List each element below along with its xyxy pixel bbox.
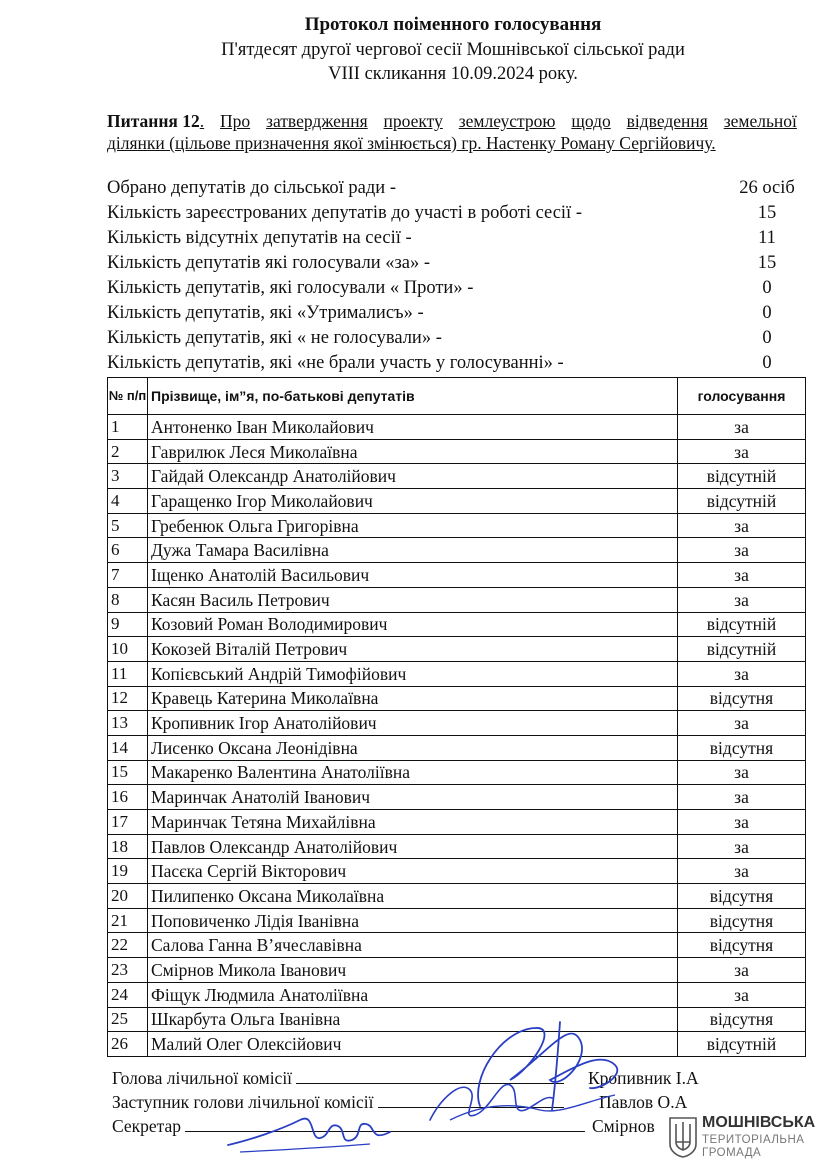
row-number: 14: [108, 735, 148, 760]
stat-value: 11: [758, 228, 776, 248]
header-full-name: Прізвище, ім”я, по-батькові депутатів: [148, 378, 678, 415]
question-label: Питання 12: [107, 111, 200, 131]
table-row: [108, 908, 806, 933]
vote-result: за: [678, 513, 806, 538]
vote-result: відсутня: [678, 884, 806, 909]
row-number: 3: [108, 464, 148, 489]
table-row: [108, 464, 806, 489]
row-number: 18: [108, 834, 148, 859]
row-number: 17: [108, 810, 148, 835]
stat-label: Кількість депутатів, які «Утрималисъ» -: [107, 303, 424, 323]
deputy-name: Антоненко Іван Миколайович: [148, 415, 678, 440]
vote-result: відсутній: [678, 1032, 806, 1057]
row-number: 4: [108, 489, 148, 514]
signature-row-deputy-chair: [112, 1090, 688, 1114]
agenda-question: [107, 110, 797, 154]
row-number: 7: [108, 563, 148, 588]
community-logo: [668, 1114, 818, 1164]
table-row: [108, 563, 806, 588]
signature-line: [378, 1091, 564, 1108]
row-number: 24: [108, 982, 148, 1007]
table-body: [108, 415, 806, 1057]
row-number: 11: [108, 661, 148, 686]
deputy-name: Кравець Катерина Миколаївна: [148, 686, 678, 711]
stat-label: Кількість зареєстрованих депутатів до участі в роботі сесії -: [107, 203, 582, 223]
table-row: [108, 933, 806, 958]
vote-statistics: [107, 176, 807, 376]
signature-row-secretary: [112, 1114, 672, 1138]
vote-result: за: [678, 958, 806, 983]
stat-value: 0: [762, 328, 772, 348]
question-line-2: ділянки (цільове призначення якої змінюється) гр. Настенку Роману Сергійовичу.: [107, 133, 716, 153]
stat-label: Кількість депутатів, які голосували « Проти» -: [107, 278, 474, 298]
table-row: [108, 859, 806, 884]
vote-result: відсутній: [678, 637, 806, 662]
vote-result: за: [678, 810, 806, 835]
stat-row: [107, 251, 807, 276]
deputy-name: Смірнов Микола Іванович: [148, 958, 678, 983]
deputy-name: Козовий Роман Володимирович: [148, 612, 678, 637]
roll-call-table: [107, 377, 806, 1057]
deputy-name: Маринчак Тетяна Михайлівна: [148, 810, 678, 835]
row-number: 22: [108, 933, 148, 958]
vote-result: за: [678, 760, 806, 785]
table-row: [108, 439, 806, 464]
stat-label: Кількість депутатів, які «не брали участь у голосуванні» -: [107, 353, 564, 373]
question-label-dot: .: [199, 111, 205, 131]
question-word: земельної: [723, 111, 797, 131]
signature-line: [296, 1067, 564, 1084]
vote-result: відсутня: [678, 686, 806, 711]
vote-result: за: [678, 415, 806, 440]
row-number: 13: [108, 711, 148, 736]
vote-result: відсутній: [678, 464, 806, 489]
vote-result: за: [678, 587, 806, 612]
vote-result: відсутній: [678, 489, 806, 514]
vote-result: відсутня: [678, 908, 806, 933]
signature-name: Павлов О.А: [599, 1092, 688, 1112]
table-header-row: [108, 378, 806, 415]
stat-value: 26 осіб: [739, 178, 795, 198]
stat-row: [107, 176, 807, 201]
header-number: № п/п: [108, 378, 148, 415]
deputy-name: Поповиченко Лідія Іванівна: [148, 908, 678, 933]
table-row: [108, 489, 806, 514]
table-row: [108, 637, 806, 662]
vote-result: відсутня: [678, 933, 806, 958]
deputy-name: Кокозей Віталій Петрович: [148, 637, 678, 662]
stat-row: [107, 301, 807, 326]
deputy-name: Пилипенко Оксана Миколаївна: [148, 884, 678, 909]
vote-result: відсутня: [678, 1007, 806, 1032]
deputy-name: Маринчак Анатолій Іванович: [148, 785, 678, 810]
vote-result: за: [678, 538, 806, 563]
stat-value: 0: [762, 303, 772, 323]
deputy-name: Малий Олег Олексійович: [148, 1032, 678, 1057]
row-number: 20: [108, 884, 148, 909]
signature-name: Смірнов: [592, 1116, 655, 1136]
table-row: [108, 760, 806, 785]
table-row: [108, 884, 806, 909]
question-word: Про: [220, 111, 251, 131]
vote-result: за: [678, 982, 806, 1007]
row-number: 5: [108, 513, 148, 538]
stat-label: Кількість депутатів які голосували «за» -: [107, 253, 431, 273]
deputy-name: Гайдай Олександр Анатолійович: [148, 464, 678, 489]
signature-block: [112, 1066, 699, 1138]
stat-value: 0: [762, 278, 772, 298]
row-number: 23: [108, 958, 148, 983]
stat-label: Кількість депутатів, які « не голосували» -: [107, 328, 442, 348]
stat-value: 0: [762, 353, 772, 373]
deputy-name: Гаращенко Ігор Миколайович: [148, 489, 678, 514]
row-number: 10: [108, 637, 148, 662]
vote-result: за: [678, 834, 806, 859]
table-row: [108, 834, 806, 859]
question-word: затвердження: [266, 111, 368, 131]
table-row: [108, 415, 806, 440]
table-row: [108, 686, 806, 711]
row-number: 9: [108, 612, 148, 637]
deputy-name: Копієвський Андрій Тимофійович: [148, 661, 678, 686]
session-line: П'ятдесят другої чергової сесії Мошнівської сільської ради: [221, 40, 685, 60]
question-word: відведення: [626, 111, 708, 131]
row-number: 15: [108, 760, 148, 785]
vote-result: за: [678, 785, 806, 810]
row-number: 8: [108, 587, 148, 612]
table-row: [108, 513, 806, 538]
signature-role: Голова лічильної комісії: [112, 1068, 293, 1088]
question-word: землеустрою: [458, 111, 556, 131]
stat-row: [107, 276, 807, 301]
row-number: 26: [108, 1032, 148, 1057]
deputy-name: Шкарбута Ольга Іванівна: [148, 1007, 678, 1032]
row-number: 2: [108, 439, 148, 464]
deputy-name: Фіщук Людмила Анатоліївна: [148, 982, 678, 1007]
row-number: 19: [108, 859, 148, 884]
deputy-name: Гаврилюк Леся Миколаївна: [148, 439, 678, 464]
logo-line-2: ТЕРИТОРІАЛЬНА: [702, 1134, 805, 1146]
convocation-date-line: VIII скликання 10.09.2024 року.: [328, 64, 578, 84]
table-row: [108, 1032, 806, 1057]
vote-result: за: [678, 439, 806, 464]
stat-row: [107, 326, 807, 351]
vote-result: відсутній: [678, 612, 806, 637]
table-row: [108, 711, 806, 736]
vote-result: за: [678, 711, 806, 736]
stat-row: [107, 226, 807, 251]
table-row: [108, 661, 806, 686]
table-row: [108, 958, 806, 983]
stat-label: Обрано депутатів до сільської ради -: [107, 178, 396, 198]
stat-row: [107, 351, 807, 376]
logo-line-3: ГРОМАДА: [702, 1147, 762, 1159]
row-number: 12: [108, 686, 148, 711]
row-number: 21: [108, 908, 148, 933]
logo-line-1: МОШНІВСЬКА: [702, 1114, 816, 1131]
table-row: [108, 982, 806, 1007]
table-row: [108, 1007, 806, 1032]
vote-result: за: [678, 859, 806, 884]
signature-line: [185, 1115, 585, 1132]
vote-result: за: [678, 661, 806, 686]
deputy-name: Салова Ганна В’ячеславівна: [148, 933, 678, 958]
table-row: [108, 587, 806, 612]
vote-result: відсутня: [678, 735, 806, 760]
table-row: [108, 612, 806, 637]
row-number: 1: [108, 415, 148, 440]
question-line-1: [107, 110, 797, 132]
deputy-name: Касян Василь Петрович: [148, 587, 678, 612]
signature-name: Кропивник І.А: [588, 1068, 699, 1088]
question-word: проекту: [383, 111, 443, 131]
deputy-name: Пасєка Сергій Вікторович: [148, 859, 678, 884]
signature-role: Заступник голови лічильної комісії: [112, 1092, 374, 1112]
deputy-name: Макаренко Валентина Анатоліївна: [148, 760, 678, 785]
table-row: [108, 538, 806, 563]
deputy-name: Лисенко Оксана Леонідівна: [148, 735, 678, 760]
stat-row: [107, 201, 807, 226]
question-word: щодо: [571, 111, 611, 131]
vote-result: за: [678, 563, 806, 588]
deputy-name: Павлов Олександр Анатолійович: [148, 834, 678, 859]
question-label-wrap: [107, 110, 204, 132]
header-vote: голосування: [678, 378, 806, 415]
deputy-name: Гребенюк Ольга Григорівна: [148, 513, 678, 538]
table-row: [108, 735, 806, 760]
row-number: 16: [108, 785, 148, 810]
deputy-name: Кропивник Ігор Анатолійович: [148, 711, 678, 736]
stat-value: 15: [757, 203, 777, 223]
document-title: Протокол поіменного голосування: [304, 14, 602, 35]
signature-role: Секретар: [112, 1116, 182, 1136]
trident-icon: [668, 1116, 698, 1158]
row-number: 6: [108, 538, 148, 563]
stat-label: Кількість відсутніх депутатів на сесії -: [107, 228, 412, 248]
deputy-name: Іщенко Анатолій Васильович: [148, 563, 678, 588]
signature-row-chair: [112, 1066, 699, 1090]
stat-value: 15: [757, 253, 777, 273]
table-row: [108, 785, 806, 810]
row-number: 25: [108, 1007, 148, 1032]
table-row: [108, 810, 806, 835]
deputy-name: Дужа Тамара Василівна: [148, 538, 678, 563]
